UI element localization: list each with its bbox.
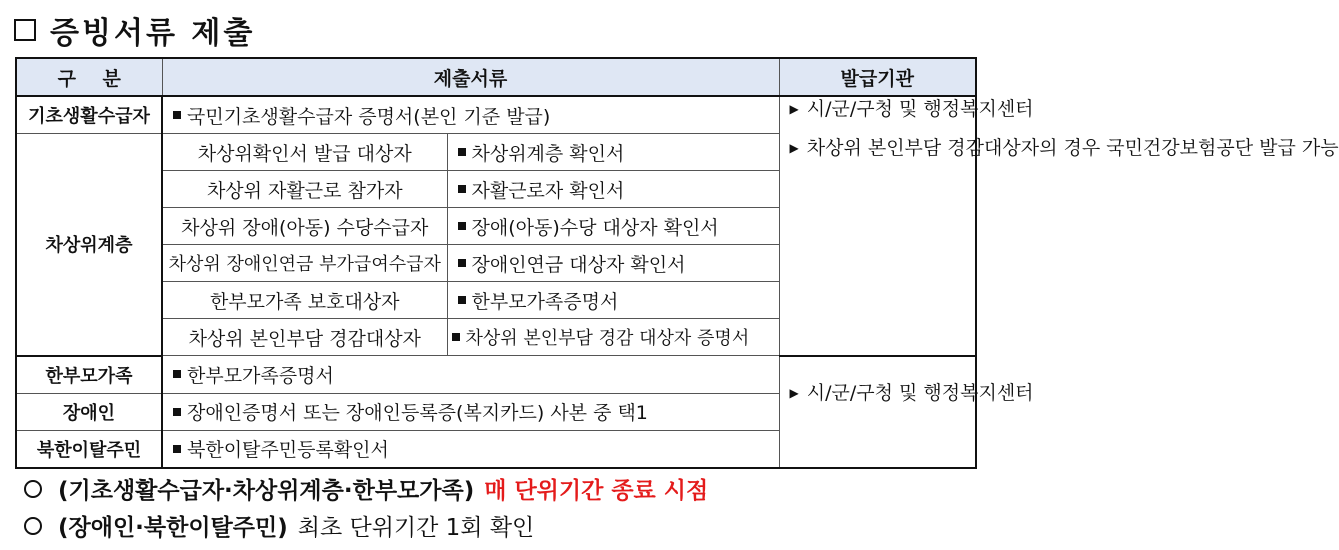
bullet-square-icon [452,333,460,341]
triangle-bullet-icon: ▶ [789,385,799,400]
triangle-bullet-icon: ▶ [789,102,799,116]
category-single-parent: 한부모가족 [16,356,162,394]
bullet-square-icon [173,445,181,453]
page-title: 증빙서류 제출 [50,16,256,51]
doc-text: 장애인증명서 또는 장애인등록증(복지카드) 사본 중 택1 [187,402,648,424]
agency-cell-1 [779,96,1339,356]
doc-cell [447,134,779,171]
doc-text: 국민기초생활수급자 증명서(본인 기준 발급) [187,105,551,128]
circle-bullet-icon [24,517,42,535]
header-agency: 발급기관 [779,58,976,96]
agency-cell-2 [779,356,1034,468]
note-line-2 [24,507,708,544]
doc-text: 한부모가족증명서 [187,364,334,387]
category-disabled: 장애인 [16,393,162,430]
note-line-1 [24,470,708,507]
doc-cell [162,96,779,134]
bullet-square-icon [458,185,466,193]
agency-text: 차상위 본인부담 경감대상자의 경우 국민건강보험공단 발급 가능 [806,137,1339,159]
bullet-square-icon [173,408,181,416]
doc-text: 북한이탈주민등록확인서 [187,439,389,461]
section-title [14,8,255,52]
agency-entry [789,136,1339,161]
header-documents: 제출서류 [162,58,779,96]
bullet-square-icon [458,296,466,304]
bullet-square-icon [458,148,466,156]
category-basic: 기초생활수급자 [16,96,162,134]
bullet-square-icon [458,259,466,267]
note-1-prefix: (기초생활수급자·차상위계층·한부모가족) [58,478,475,504]
doc-cell [162,430,779,468]
doc-cell [162,393,779,430]
doc-cell [447,171,779,208]
agency-text: 시/군/구청 및 행정복지센터 [806,381,1034,404]
agency-entry [789,97,1034,122]
doc-cell [447,319,779,356]
subtype-cell: 차상위 장애(아동) 수당수급자 [162,208,447,245]
bullet-square-icon [458,222,466,230]
doc-cell [162,356,779,394]
note-2-prefix: (장애인·북한이탈주민) [58,515,288,541]
documents-table [15,57,1339,469]
note-2-rest: 최초 단위기간 1회 확인 [297,515,535,541]
doc-text: 장애인연금 대상자 확인서 [471,253,686,276]
subtype-cell: 한부모가족 보호대상자 [162,282,447,319]
table-row [16,96,976,134]
agency-entry [789,381,1034,406]
notes [24,470,708,544]
triangle-bullet-icon: ▶ [789,141,799,155]
bullet-square-icon [173,111,181,119]
category-near-poverty: 차상위계층 [16,134,162,356]
subtype-cell: 차상위 장애인연금 부가급여수급자 [162,245,447,282]
header-category: 구 분 [16,58,162,96]
doc-text: 차상위 본인부담 경감 대상자 증명서 [465,328,750,349]
checkbox-icon [14,19,36,41]
doc-cell [447,208,779,245]
doc-text: 장애(아동)수당 대상자 확인서 [471,216,719,239]
table-header-row [16,58,976,96]
bullet-square-icon [173,370,181,378]
subtype-cell: 차상위 본인부담 경감대상자 [162,319,447,356]
subtype-cell: 차상위 자활근로 참가자 [162,171,447,208]
doc-cell [447,282,779,319]
agency-text: 시/군/구청 및 행정복지센터 [806,98,1034,120]
circle-bullet-icon [24,480,42,498]
subtype-cell: 차상위확인서 발급 대상자 [162,134,447,171]
category-defector: 북한이탈주민 [16,430,162,468]
doc-cell [447,245,779,282]
doc-text: 차상위계층 확인서 [471,142,625,165]
table-row [16,356,976,394]
doc-text: 한부모가족증명서 [471,290,619,313]
note-1-highlight: 매 단위기간 종료 시점 [484,478,709,504]
doc-text: 자활근로자 확인서 [471,179,625,202]
